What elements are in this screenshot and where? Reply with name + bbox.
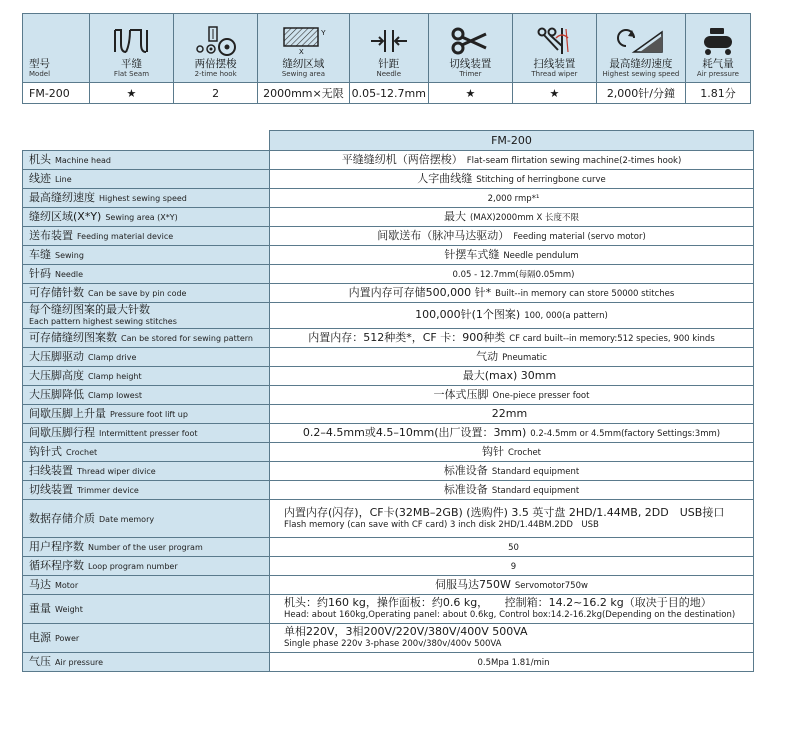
spec-label-en: Clamp lowest [88, 391, 143, 400]
spec-label-en: Pressure foot lift up [110, 410, 188, 419]
spec-label-en: Clamp height [88, 372, 142, 381]
thread-wiper-icon [532, 26, 576, 56]
spec-label-zh: 数据存储介质 [29, 511, 95, 525]
hook-value: 2 [173, 83, 257, 104]
spec-label-cell [23, 538, 270, 557]
spec-label-cell [23, 576, 270, 595]
speed-label: 最高缝纫速度 [609, 58, 673, 70]
spec-row [23, 386, 754, 405]
spec-label-en: Intermittent presser foot [99, 429, 198, 438]
spec-value-cell [270, 481, 754, 500]
spec-value-en: 100, 000(a pattern) [524, 311, 608, 321]
hook-label-en: 2-time hook [194, 70, 237, 78]
flat-seam-label-en: Flat Seam [113, 70, 150, 78]
spec-row [23, 405, 754, 424]
spec-row [23, 557, 754, 576]
spec-value-zh: 0.2–4.5mm或4.5–10mm(出厂设置：3mm) [302, 425, 527, 439]
spec-value-en: One-piece presser foot [492, 390, 590, 401]
spec-label-zh: 每个缝纫图案的最大针数 [29, 303, 150, 316]
spec-label-zh: 用户程序数 [29, 540, 84, 553]
spec-value-en: 50 [508, 542, 519, 553]
spec-value-en: Needle pendulum [503, 250, 579, 261]
spec-value-en: 2,000 rmp*¹ [487, 193, 540, 204]
spec-row [23, 284, 754, 303]
spec-value-en: 0.05 - 12.7mm(每隔0.05mm) [452, 269, 575, 280]
spec-value-cell [270, 367, 754, 386]
spec-label-cell [23, 481, 270, 500]
spec-value-en: Single phase 220v 3-phase 200v/380v/400v 500VA [284, 639, 502, 649]
spec-label-en: Trimmer device [77, 486, 139, 495]
model-label-en: Model [29, 70, 51, 78]
spec-label-cell [23, 329, 270, 348]
spec-label-cell [23, 189, 270, 208]
spec-value-en: Standard equipment [491, 466, 580, 477]
spec-label-en: Crochet [66, 448, 98, 457]
spec-value-cell [270, 208, 754, 227]
spec-label-zh: 马达 [29, 578, 51, 591]
spec-value-cell [270, 170, 754, 189]
spec-label-cell [23, 246, 270, 265]
spec-label-zh: 缝纫区域(X*Y) [29, 210, 102, 223]
trimmer-label-en: Trimer [459, 70, 482, 78]
thread-wiper-label: 扫线装置 [533, 58, 576, 70]
spec-row [23, 538, 754, 557]
flat-seam-value: ★ [89, 83, 173, 104]
spec-value-en: Pneumatic [502, 352, 547, 363]
spec-row [23, 329, 754, 348]
spec-value-en: Standard equipment [491, 485, 580, 496]
needle-pitch-label: 针距 [378, 58, 400, 70]
hook-cell [173, 14, 257, 83]
spec-value-cell [270, 284, 754, 303]
spec-value-cell [270, 265, 754, 284]
spec-label-en: Thread wiper divice [77, 467, 156, 476]
sewing-area-value: 2000mm×无限 [258, 83, 349, 104]
trimmer-cell [428, 14, 512, 83]
spec-label-zh: 最高缝纫速度 [29, 191, 95, 204]
spec-label-zh: 钩针式 [29, 445, 62, 458]
flat-seam-cell [89, 14, 173, 83]
spec-row [23, 227, 754, 246]
spec-label-zh: 切线装置 [29, 483, 73, 496]
spec-row [23, 246, 754, 265]
spec-label-en: Clamp drive [88, 353, 137, 362]
spec-value-zh: 内置内存：512种类*，CF 卡：900种类 [308, 330, 506, 344]
spec-value-zh: 最大 [443, 209, 466, 223]
spec-value-cell [270, 653, 754, 672]
air-label-en: Air pressure [696, 70, 739, 78]
spec-label-cell [23, 284, 270, 303]
spec-value-cell [270, 576, 754, 595]
needle-pitch-icon [367, 26, 411, 56]
spec-value-zh: 平缝缝纫机（两倍摆梭） [341, 152, 463, 166]
air-compressor-icon [696, 26, 740, 56]
model-value: FM-200 [23, 83, 90, 104]
spec-row [23, 462, 754, 481]
spec-label-cell [23, 653, 270, 672]
spec-row [23, 424, 754, 443]
spec-label-cell [23, 443, 270, 462]
spec-label-cell [23, 424, 270, 443]
spec-header-model: FM-200 [270, 131, 754, 151]
spec-label-en: Sewing area (X*Y) [105, 213, 178, 222]
spec-value-en: Built--in memory can store 50000 stitches [495, 288, 675, 299]
model-label-cell [23, 14, 90, 83]
spec-label-en: Air pressure [55, 658, 104, 667]
spec-label-zh: 针码 [29, 267, 51, 280]
spec-body [23, 151, 754, 672]
spec-label-cell [23, 348, 270, 367]
spec-row [23, 595, 754, 624]
spec-row [23, 189, 754, 208]
spec-label-zh: 可存储缝纫图案数 [29, 331, 117, 344]
spec-label-zh: 送布装置 [29, 229, 73, 242]
spec-row [23, 653, 754, 672]
spec-value-en: Feeding material (servo motor) [513, 231, 646, 242]
spec-value-cell [270, 348, 754, 367]
spec-label-en: Can be stored for sewing pattern [121, 334, 253, 343]
spec-value-zh: 内置内存(闪存)，CF卡(32MB–2GB) (选购件) 3.5 英寸盘 2HD/1.44MB, 2DD USB接口 [284, 505, 725, 519]
spec-value-cell [270, 386, 754, 405]
spec-value-zh: 标准设备 [443, 482, 488, 496]
trimmer-label: 切线装置 [449, 58, 492, 70]
sewing-area-label-en: Sewing area [281, 70, 325, 78]
spec-header-row [23, 131, 754, 151]
spec-row [23, 265, 754, 284]
speed-label-en: Highest sewing speed [602, 70, 680, 78]
scissors-icon [448, 26, 492, 56]
spec-value-en: Head: about 160kg,Operating panel: about 0.6kg, Control box:14.2-16.2kg(Depending on the destination) [284, 610, 736, 620]
spec-value-cell [270, 557, 754, 576]
axis-x-label: X [299, 49, 305, 56]
spec-label-cell [23, 227, 270, 246]
spec-label-zh: 大压脚高度 [29, 369, 84, 382]
spec-value-en: 9 [510, 561, 517, 572]
spec-label-zh: 大压脚降低 [29, 388, 84, 401]
spec-label-zh: 重量 [29, 602, 51, 615]
speed-gauge-icon [616, 26, 666, 56]
spec-value-cell [270, 595, 754, 624]
air-cell [685, 14, 750, 83]
spec-row [23, 500, 754, 538]
spec-value-en: CF card built--in memory:512 species, 900 kinds [509, 333, 715, 344]
spec-value-cell [270, 303, 754, 329]
thread-wiper-label-en: Thread wiper [531, 70, 578, 78]
thread-wiper-value: ★ [512, 83, 596, 104]
spec-label-en: Needle [55, 270, 84, 279]
overview-header-row [23, 14, 751, 83]
spec-label-cell [23, 151, 270, 170]
spec-value-zh: 单相220V，3相200V/220V/380V/400V 500VA [284, 625, 528, 638]
trimmer-value: ★ [428, 83, 512, 104]
spec-row [23, 348, 754, 367]
spec-label-zh: 机头 [29, 153, 51, 166]
spec-row [23, 151, 754, 170]
spec-value-cell [270, 405, 754, 424]
spec-label-zh: 车缝 [29, 248, 51, 261]
spec-label-en: Line [55, 175, 72, 184]
spec-value-cell [270, 624, 754, 653]
spec-label-zh: 间歇压脚行程 [29, 426, 95, 439]
spec-value-zh: 钩针 [481, 444, 504, 458]
spec-value-cell [270, 329, 754, 348]
spec-label-en: Power [55, 634, 80, 643]
spec-label-zh: 可存储针数 [29, 286, 84, 299]
spec-label-zh: 电源 [29, 631, 51, 644]
spec-table [22, 130, 754, 672]
spec-label-en: Motor [55, 581, 79, 590]
spec-value-cell [270, 227, 754, 246]
spec-label-cell [23, 303, 270, 329]
spec-label-en: Feeding material device [77, 232, 174, 241]
air-value: 1.81分 [685, 83, 750, 104]
spec-label-en: Can be save by pin code [88, 289, 187, 298]
speed-cell [596, 14, 685, 83]
spec-label-en: Date memory [99, 514, 155, 524]
spec-label-cell [23, 462, 270, 481]
spec-label-en: Highest sewing speed [99, 194, 187, 203]
spec-value-zh: 22mm [491, 406, 528, 420]
spec-value-zh: 100,000针(1个图案) [415, 308, 521, 321]
overview-table [22, 13, 751, 104]
flat-seam-label: 平缝 [120, 58, 142, 70]
sewing-area-label: 缝纫区域 [282, 58, 325, 70]
spec-label-zh: 大压脚驱动 [29, 350, 84, 363]
spec-value-zh: 最大(max) 30mm [462, 368, 557, 382]
spec-value-zh: 间歇送布（脉冲马达驱动） [377, 228, 510, 242]
spec-label-cell [23, 557, 270, 576]
spec-row [23, 367, 754, 386]
spec-label-cell [23, 367, 270, 386]
spec-value-en: Flash memory (can save with CF card) 3 inch disk 2HD/1.44BM.2DD USB [284, 519, 599, 530]
spec-value-en: Flat-seam flirtation sewing machine(2-times hook) [466, 155, 682, 166]
overview-value-row [23, 83, 751, 104]
axis-y-label: Y [321, 30, 327, 37]
spec-label-en: Weight [55, 605, 83, 614]
needle-pitch-label-en: Needle [376, 70, 402, 78]
spec-row [23, 624, 754, 653]
spec-value-zh: 气动 [476, 349, 499, 363]
spec-label-zh: 扫线装置 [29, 464, 73, 477]
spec-value-cell [270, 246, 754, 265]
spec-row [23, 481, 754, 500]
spec-value-zh: 伺服马达750W [435, 577, 511, 591]
spec-label-cell [23, 208, 270, 227]
spec-label-en: Sewing [55, 251, 84, 260]
spec-label-cell [23, 624, 270, 653]
sewing-area-icon [276, 26, 330, 56]
spec-label-en: Each pattern highest sewing stitches [29, 317, 177, 326]
spec-label-zh: 循环程序数 [29, 559, 84, 572]
spec-label-cell [23, 386, 270, 405]
spec-value-en: Servomotor750w [514, 580, 588, 591]
spec-label-zh: 气压 [29, 655, 51, 668]
flat-seam-icon [109, 26, 153, 56]
needle-pitch-value: 0.05-12.7mm [349, 83, 428, 104]
spec-label-cell [23, 265, 270, 284]
spec-label-en: Number of the user program [88, 543, 203, 552]
spec-row [23, 303, 754, 329]
spec-value-en: Stitching of herringbone curve [476, 174, 606, 185]
spec-value-en: (MAX)2000mm X 长度不限 [469, 212, 580, 223]
spec-label-cell [23, 170, 270, 189]
spec-value-cell [270, 424, 754, 443]
spec-value-zh: 机头：约160 kg，操作面板：约0.6 kg， 控制箱：14.2~16.2 kg（取决于目的地） [284, 596, 712, 609]
spec-label-en: Machine head [55, 156, 112, 165]
spec-label-zh: 间歇压脚上升量 [29, 407, 106, 420]
spec-label-zh: 线迹 [29, 172, 51, 185]
spec-header-blank [23, 131, 270, 151]
spec-row [23, 576, 754, 595]
spec-value-cell [270, 500, 754, 538]
spec-label-cell [23, 595, 270, 624]
spec-row [23, 170, 754, 189]
spec-value-en: Crochet [507, 447, 542, 458]
sewing-area-cell [258, 14, 349, 83]
spec-row [23, 208, 754, 227]
spec-value-cell [270, 151, 754, 170]
spec-value-zh: 针摆车式缝 [444, 247, 500, 261]
spec-label-cell [23, 500, 270, 538]
spec-value-zh: 标准设备 [443, 463, 488, 477]
spec-value-zh: 内置内存可存储500,000 针* [348, 285, 492, 299]
spec-value-en: 0.5Mpa 1.81/min [477, 657, 550, 668]
spec-value-zh: 一体式压脚 [433, 387, 489, 401]
spec-value-cell [270, 189, 754, 208]
spec-value-cell [270, 443, 754, 462]
thread-wiper-cell [512, 14, 596, 83]
spec-value-en: 0.2-4.5mm or 4.5mm(factory Settings:3mm) [530, 428, 721, 439]
hook-label: 两倍摆梭 [194, 58, 237, 70]
model-label-zh: 型号 [29, 58, 50, 70]
spec-value-cell [270, 538, 754, 557]
spec-label-en: Loop program number [88, 562, 178, 571]
needle-pitch-cell [349, 14, 428, 83]
spec-label-cell [23, 405, 270, 424]
spec-value-cell [270, 462, 754, 481]
spec-row [23, 443, 754, 462]
spec-value-zh: 人字曲线缝 [417, 171, 473, 185]
speed-value: 2,000针/分鐘 [596, 83, 685, 104]
hook-icon [191, 26, 241, 56]
air-label: 耗气量 [702, 58, 734, 70]
